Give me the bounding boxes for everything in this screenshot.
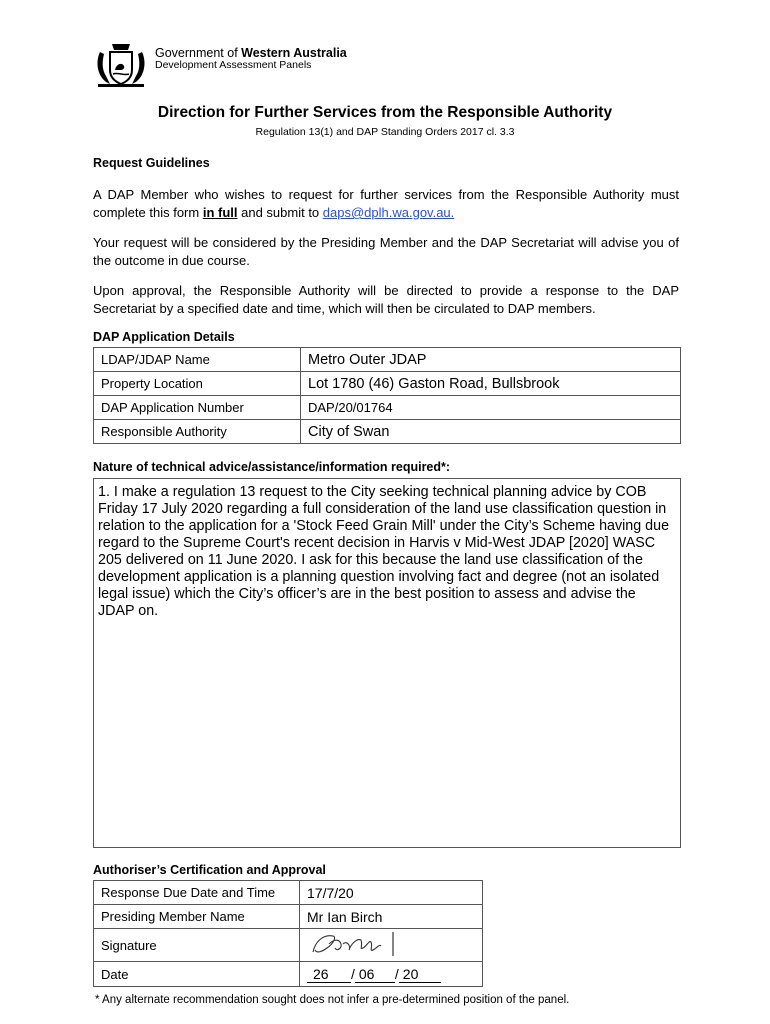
government-name: Government of Western Australia <box>155 46 347 60</box>
responsible-authority-field[interactable]: City of Swan <box>301 420 681 444</box>
table-row <box>94 905 483 929</box>
due-date-label: Response Due Date and Time <box>94 881 300 905</box>
ldap-name-label: LDAP/JDAP Name <box>94 348 301 372</box>
table-row <box>94 372 681 396</box>
property-location-label: Property Location <box>94 372 301 396</box>
wa-government-crest-logo <box>92 40 150 88</box>
application-number-field[interactable]: DAP/20/01764 <box>301 396 681 420</box>
table-row <box>94 962 483 987</box>
date-separator: / <box>394 965 399 982</box>
presiding-member-field[interactable]: Mr Ian Birch <box>300 905 483 929</box>
property-location-field[interactable]: Lot 1780 (46) Gaston Road, Bullsbrook <box>301 372 681 396</box>
table-row <box>94 881 483 905</box>
form-subtitle: Regulation 13(1) and DAP Standing Orders 2017 cl. 3.3 <box>255 126 515 138</box>
details-heading: DAP Application Details <box>93 330 235 344</box>
table-row <box>94 929 483 962</box>
ldap-name-field[interactable]: Metro Outer JDAP <box>301 348 681 372</box>
guidelines-heading: Request Guidelines <box>93 156 210 170</box>
date-field[interactable] <box>300 962 483 987</box>
presiding-member-label: Presiding Member Name <box>94 905 300 929</box>
table-row <box>94 420 681 444</box>
date-separator: / <box>351 965 355 982</box>
department-name: Development Assessment Panels <box>155 59 312 71</box>
in-full-emphasis: in full <box>202 205 238 220</box>
email-link[interactable]: daps@dplh.wa.gov.au. <box>322 205 455 220</box>
guidelines-paragraph-3: Upon approval, the Responsible Authority will be directed to provide a response to the DAP Secretariat by a specified date and time, which will then be circulated to DAP members. <box>93 283 679 316</box>
signature-field[interactable] <box>300 929 483 962</box>
nature-heading: Nature of technical advice/assistance/information required*: <box>93 460 451 474</box>
signature-label: Signature <box>94 929 300 962</box>
form-title: Direction for Further Services from the Responsible Authority <box>157 104 613 121</box>
nature-text: 1. I make a regulation 13 request to the City seeking technical planning advice by COB Friday 17 July 2020 regarding a full consideration of the land use classification question in relation to the application for a 'Stock Feed Grain Mill' under the City’s Scheme having due regard to the Supreme Court's recent decision in Harvis v Mid-West JDAP [2020] WASC 205 delivered on 11 June 2020. I ask for this because the land use classification of the development application is a planning question involving fact and degree (not an isolated legal issue) which the City’s officer’s are in the best position to assess and advise the JDAP on. <box>98 484 670 619</box>
table-row <box>94 396 681 420</box>
guidelines-paragraph-2: Your request will be considered by the Presiding Member and the DAP Secretariat will advise you of the outcome in due course. <box>93 235 679 268</box>
handwritten-signature <box>307 930 397 958</box>
details-table <box>93 347 681 444</box>
date-month[interactable]: 06 <box>355 966 395 983</box>
authoriser-heading: Authoriser’s Certification and Approval <box>93 863 326 877</box>
date-label: Date <box>94 962 300 987</box>
due-date-field[interactable]: 17/7/20 <box>300 881 483 905</box>
date-day[interactable]: 26 <box>307 966 351 983</box>
footnote: * Any alternate recommendation sought does not infer a pre-determined position of the panel. <box>95 994 570 1006</box>
application-number-label: DAP Application Number <box>94 396 301 420</box>
table-row <box>94 348 681 372</box>
authoriser-table <box>93 880 483 987</box>
responsible-authority-label: Responsible Authority <box>94 420 301 444</box>
guidelines-paragraph-1: A DAP Member who wishes to request for further services from the Responsible Authority must complete this form in full and submit to daps@dplh.wa.gov.au. <box>93 187 679 220</box>
date-year[interactable]: 20 <box>399 966 441 983</box>
